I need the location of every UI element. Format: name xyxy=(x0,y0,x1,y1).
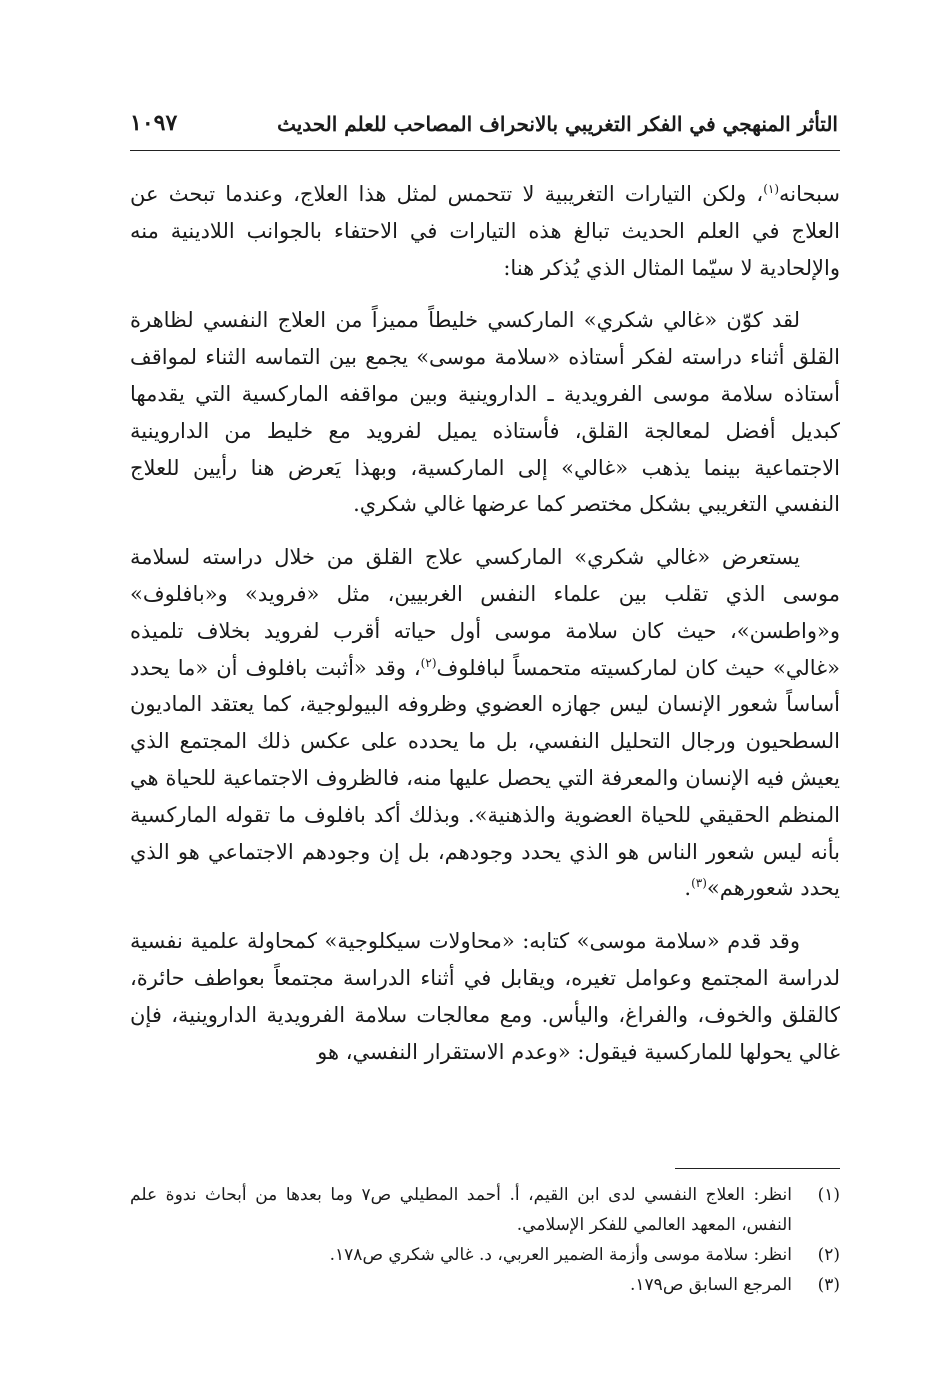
page-number: ١٠٩٧ xyxy=(130,110,178,136)
footnote-number: (١) xyxy=(817,1185,840,1205)
footnote xyxy=(130,1240,840,1270)
footnote-text: انظر: سلامة موسى وأزمة الضمير العربي، د. غالي شكري ص١٧٨. xyxy=(329,1245,792,1265)
footnote xyxy=(130,1270,840,1300)
footnote-reference: (١) xyxy=(763,182,780,196)
footnote xyxy=(130,1180,840,1240)
text-run: وقد قدم «سلامة موسى» كتابه: «محاولات سيكلوجية» كمحاولة علمية نفسية لدراسة المجتمع وعوامل تغيره، ويقابل في أثناء الدراسة مجتمعاً بعواطف حائرة، كالقلق والخوف، والفراغ، واليأس. ومع معالجات سلامة الفرويدية الداروينية، فإن غالي يحولها للماركسية فيقول: «وعدم الاستقرار النفسي، هو xyxy=(130,929,840,1064)
text-run: سبحانه xyxy=(779,182,841,206)
text-run: ، ولكن التيارات التغريبية لا تتحمس لمثل هذا العلاج، وعندما تبحث عن العلاج في العلم الحديث تبالغ هذه التيارات في الاحتفاء بالجوانب اللادينية منه والإلحادية لا سيّما المثال الذي يُذكر هنا: xyxy=(130,182,840,280)
footnote-text: المرجع السابق ص١٧٩. xyxy=(630,1275,792,1295)
footnote-divider xyxy=(675,1168,840,1169)
paragraph xyxy=(130,176,840,286)
text-run: . xyxy=(684,876,692,901)
footnote-reference: (٣) xyxy=(691,876,707,891)
text-run: يستعرض «غالي شكري» الماركسي علاج القلق من خلال دراسته لسلامة موسى الذي تقلب بين علماء النفس الغربيين، مثل «فرويد» و«بافلوف» و«واطسن»، حيث كان سلامة موسى أول حياته أقرب لفرويد بخلاف تلميذه «غالي» حيث كان لماركسيته متحمساً لبافلوف xyxy=(130,545,840,680)
footnote-number: (٢) xyxy=(817,1245,840,1265)
header-divider xyxy=(130,150,840,151)
paragraph xyxy=(130,923,840,1070)
running-header-title: التأثر المنهجي في الفكر التغريبي بالانحراف المصاحب للعلم الحديث xyxy=(277,112,838,136)
body-text xyxy=(130,176,840,1086)
footnote-text: انظر: العلاج النفسي لدى ابن القيم، أ. أحمد المطيلي ص٧ وما بعدها من أبحاث ندوة علم النفس، المعهد العالمي للفكر الإسلامي. xyxy=(130,1185,792,1235)
paragraph xyxy=(130,302,840,523)
running-header xyxy=(130,108,838,148)
footnote-number: (٣) xyxy=(817,1275,840,1295)
text-run: لقد كوّن «غالي شكري» الماركسي خليطاً مميزاً من العلاج النفسي لظاهرة القلق أثناء دراسته لفكر أستاذه «سلامة موسى» يجمع بين التماسه الثناء لمواقف أستاذه سلامة موسى الفرويدية ـ الداروينية وبين مواقفه الماركسية التي يقدمها كبديل أفضل لمعالجة القلق، فأستاذه يميل لفرويد مع خليط من الداروينية الاجتماعية بينما يذهب «غالي» إلى الماركسية، وبهذا يَعرض هنا رأيين للعلاج النفسي التغريبي بشكل مختصر كما عرضها غالي شكري. xyxy=(130,308,840,517)
text-run: ، وقد «أثبت بافلوف أن «ما يحدد أساساً شعور الإنسان ليس جهازه العضوي وظروفه البيولوجية، كما يعتقد الماديون السطحيون ورجال التحليل النفسي، بل ما يحدده على عكس ذلك المجتمع الذي يعيش فيه الإنسان والمعرفة التي يحصل عليها منه، فالظروف الاجتماعية للحياة هي المنظم الحقيقي للحياة العضوية والذهنية». وبذلك أكد بافلوف ما تقوله الماركسية بأنه ليس شعور الناس هو الذي يحدد وجودهم، بل إن وجودهم الاجتماعي هو الذي يحدد شعورهم» xyxy=(130,655,840,901)
footnotes xyxy=(130,1180,840,1300)
paragraph xyxy=(130,539,840,907)
footnote-reference: (٢) xyxy=(420,655,437,670)
